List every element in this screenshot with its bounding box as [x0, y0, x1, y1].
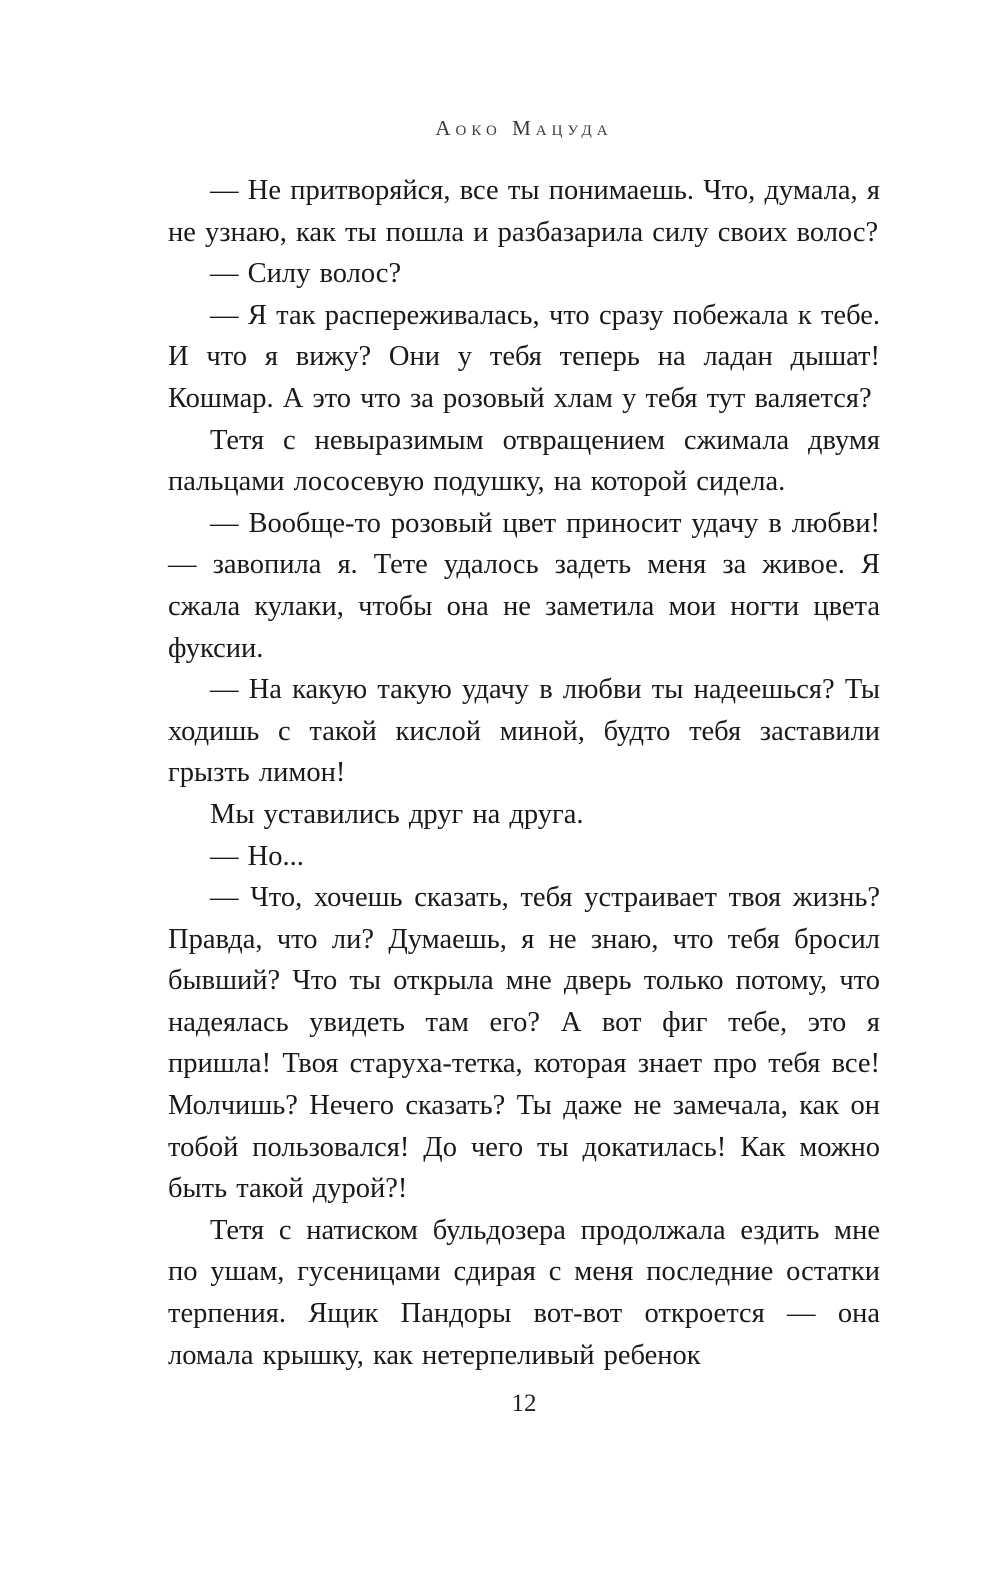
page-number: 12	[511, 1390, 537, 1417]
paragraph: — На какую такую удачу в любви ты надеешься? Ты ходишь с такой кислой миной, будто тебя заставили грызть лимон!	[168, 674, 880, 789]
paragraph: — Не притворяйся, все ты понимаешь. Что, думала, я не узнаю, как ты пошла и разбазарила силу своих волос?	[168, 175, 880, 248]
body-text	[168, 170, 880, 1376]
paragraph: — Я так распереживалась, что сразу побежала к тебе. И что я вижу? Они у тебя теперь на ладан дышат! Кошмар. А это что за розовый хлам у тебя тут валяется?	[168, 299, 880, 414]
paragraph: — Что, хочешь сказать, тебя устраивает твоя жизнь? Правда, что ли? Думаешь, я не знаю, что тебя бросил бывший? Что ты открыла мне дверь только потому, что надеялась увидеть там его? А вот фиг тебе, это я пришла! Твоя старуха-тетка, которая знает про тебя все! Молчишь? Нечего сказать? Ты даже не замечала, как он тобой пользовался! До чего ты докатилась! Как можно быть такой дурой?!	[168, 882, 880, 1205]
paragraph: — Вообще-то розовый цвет приносит удачу в любви! — завопила я. Тете удалось задеть меня за живое. Я сжала кулаки, чтобы она не заметила мои ногти цвета фуксии.	[168, 507, 880, 664]
paragraph: — Но...	[210, 840, 304, 872]
running-header-author: Аоко Мацуда	[435, 116, 613, 140]
paragraph: Тетя с невыразимым отвращением сжимала двумя пальцами лососевую подушку, на которой сидела.	[168, 424, 880, 498]
paragraph: Мы уставились друг на друга.	[210, 798, 584, 830]
paragraph: — Силу волос?	[210, 258, 402, 290]
paragraph: Тетя с натиском бульдозера продолжала ездить мне по ушам, гусеницами сдирая с меня последние остатки терпения. Ящик Пандоры вот-вот откроется — она ломала крышку, как нетерпеливый ребенок	[168, 1214, 880, 1371]
